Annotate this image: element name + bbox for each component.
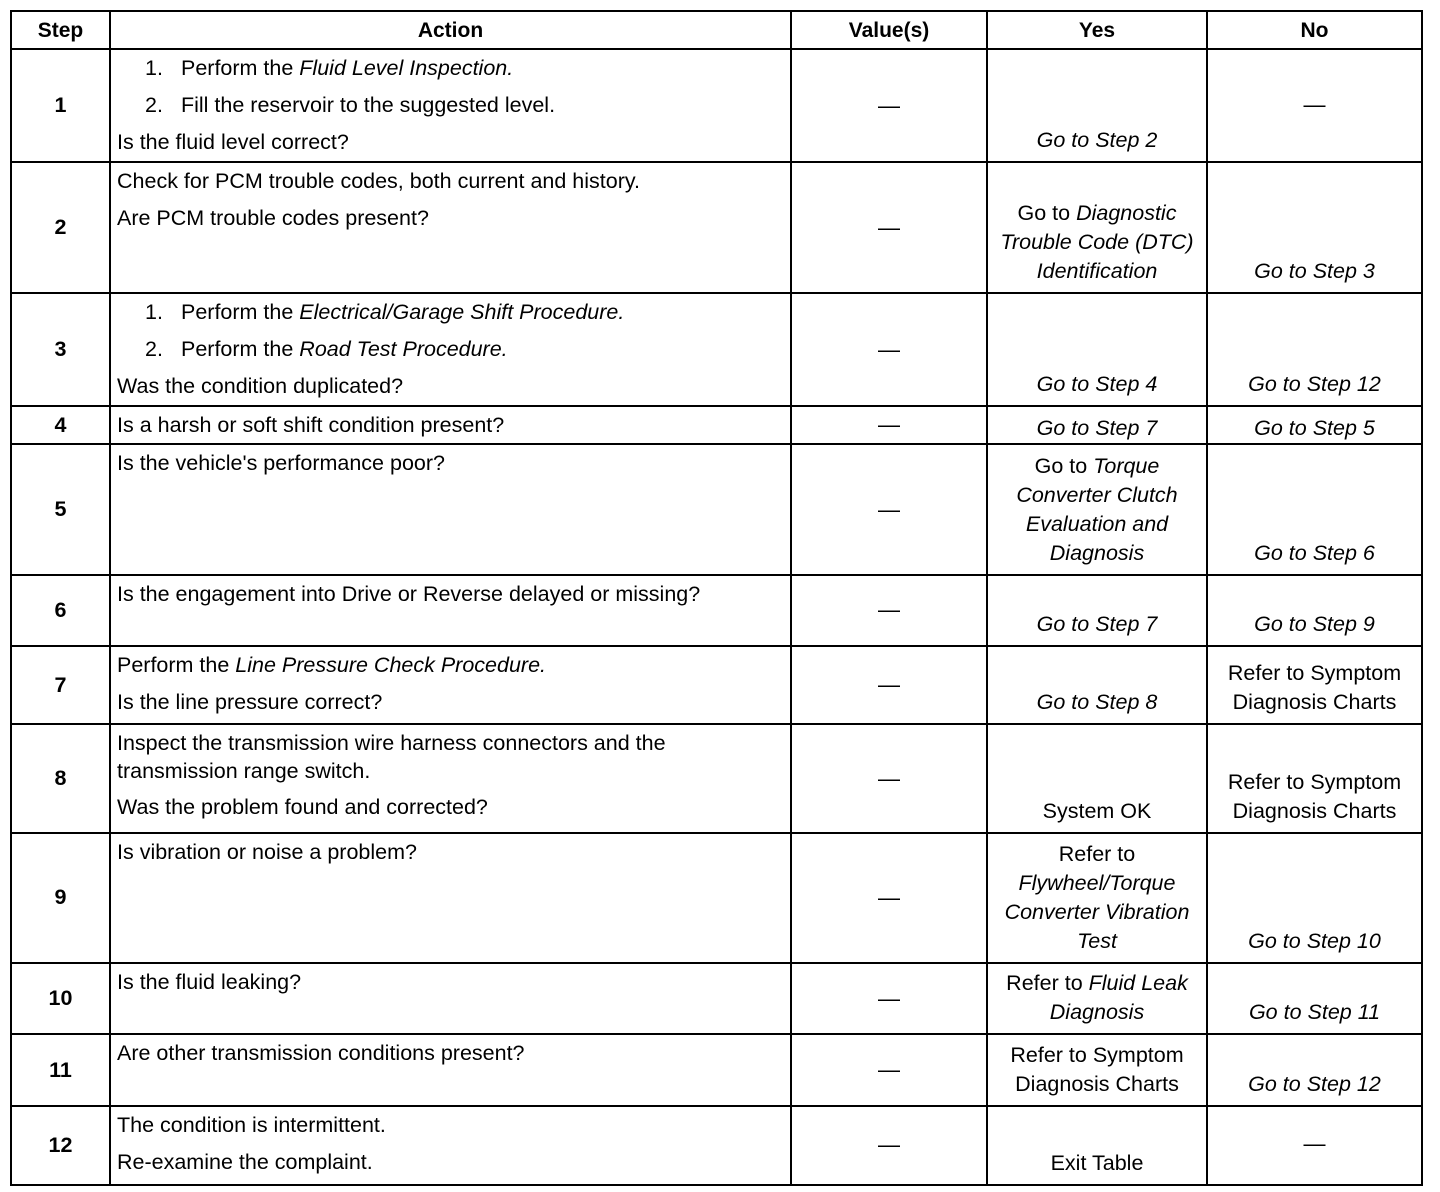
action-question: Is the engagement into Drive or Reverse delayed or missing? (117, 581, 701, 606)
value-cell: — (791, 406, 987, 444)
header-step: Step (11, 11, 110, 49)
table-row (11, 1106, 1422, 1185)
yes-link[interactable]: Diagnostic Trouble Code (DTC) Identification (1000, 200, 1194, 283)
table-row (11, 575, 1422, 646)
action-cell (110, 406, 791, 444)
no-cell (1207, 575, 1422, 646)
step-number: 7 (11, 646, 110, 724)
step-number: 2 (11, 162, 110, 292)
yes-link[interactable]: Go to Step 4 (1036, 372, 1158, 397)
procedure-link[interactable]: Line Pressure Check Procedure. (235, 653, 547, 678)
header-action: Action (110, 11, 791, 49)
no-cell (1207, 724, 1422, 832)
action-question: Is the line pressure correct? (117, 690, 383, 715)
yes-cell: Go to Diagnostic Trouble Code (DTC) Identification (987, 162, 1207, 292)
value-cell: — (791, 444, 987, 574)
header-yes: Yes (987, 11, 1207, 49)
no-cell (1207, 162, 1422, 292)
table-row (11, 293, 1422, 406)
no-link[interactable]: Go to Step 5 (1254, 416, 1375, 441)
action-cell (110, 444, 791, 574)
no-cell (1207, 444, 1422, 574)
yes-cell (987, 1034, 1207, 1105)
yes-link[interactable]: Refer to Symptom Diagnosis Charts (1010, 1042, 1184, 1096)
value-cell: — (791, 575, 987, 646)
procedure-link[interactable]: Electrical/Garage Shift Procedure. (299, 299, 625, 324)
no-link[interactable]: Go to Step 6 (1254, 540, 1375, 565)
value-cell: — (791, 49, 987, 162)
yes-link[interactable]: Fluid Leak Diagnosis (1049, 971, 1188, 1025)
no-link[interactable]: Go to Step 12 (1248, 1071, 1381, 1096)
value-cell: — (791, 1106, 987, 1185)
action-question: Are other transmission conditions present? (117, 1041, 525, 1066)
action-text: Check for PCM trouble codes, both current and history. (117, 169, 641, 194)
step-number: 12 (11, 1106, 110, 1185)
action-text: Inspect the transmission wire harness connectors and the transmission range switch. (117, 731, 666, 784)
yes-link[interactable]: Go to Step 7 (1036, 416, 1158, 441)
step-number: 6 (11, 575, 110, 646)
action-question: Are PCM trouble codes present? (117, 206, 429, 231)
action-cell (110, 575, 791, 646)
no-cell (1207, 963, 1422, 1034)
action-question: Is the vehicle's performance poor? (117, 451, 445, 476)
table-row (11, 162, 1422, 292)
value-cell: — (791, 162, 987, 292)
no-cell (1207, 1034, 1422, 1105)
no-cell (1207, 293, 1422, 406)
no-link[interactable]: Go to Step 9 (1254, 612, 1375, 637)
action-text: Perform the Line Pressure Check Procedure. (117, 653, 547, 678)
action-question: Was the condition duplicated? (117, 373, 404, 398)
no-cell: — (1207, 49, 1422, 162)
no-link[interactable]: Refer to Symptom Diagnosis Charts (1227, 769, 1402, 823)
value-cell: — (791, 1034, 987, 1105)
yes-cell: System OK (987, 724, 1207, 832)
action-cell (110, 833, 791, 963)
no-link[interactable]: Go to Step 11 (1248, 1000, 1381, 1025)
header-no: No (1207, 11, 1422, 49)
no-cell (1207, 406, 1422, 444)
step-number: 1 (11, 49, 110, 162)
table-row (11, 49, 1422, 162)
no-link[interactable]: Go to Step 3 (1254, 258, 1375, 283)
action-question: Is the fluid level correct? (117, 130, 349, 154)
yes-link[interactable]: Go to Step 8 (1036, 690, 1158, 715)
table-row (11, 1034, 1422, 1105)
yes-cell (987, 49, 1207, 162)
action-substep: 1. Perform the Fluid Level Inspection. (145, 56, 514, 80)
no-link[interactable]: Go to Step 10 (1248, 929, 1381, 954)
action-cell (110, 49, 791, 162)
action-cell (110, 724, 791, 832)
yes-link[interactable]: Go to Step 7 (1036, 612, 1158, 637)
step-number: 9 (11, 833, 110, 963)
header-values: Value(s) (791, 11, 987, 49)
yes-cell: Exit Table (987, 1106, 1207, 1185)
no-link[interactable]: Go to Step 12 (1248, 372, 1381, 397)
diagnostic-table (10, 10, 1423, 1186)
no-cell (1207, 833, 1422, 963)
value-cell: — (791, 293, 987, 406)
action-substep: 1. Perform the Electrical/Garage Shift Procedure. (145, 299, 625, 324)
step-number: 4 (11, 406, 110, 444)
step-number: 3 (11, 293, 110, 406)
yes-link[interactable]: Flywheel/Torque Converter Vibration Test (1004, 871, 1190, 954)
yes-cell (987, 293, 1207, 406)
yes-cell: Refer to Fluid Leak Diagnosis (987, 963, 1207, 1034)
step-number: 5 (11, 444, 110, 574)
action-cell (110, 646, 791, 724)
action-question: Is the fluid leaking? (117, 970, 302, 995)
procedure-link[interactable]: Road Test Procedure. (299, 336, 508, 361)
step-number: 10 (11, 963, 110, 1034)
yes-cell (987, 646, 1207, 724)
step-number: 11 (11, 1034, 110, 1105)
table-row (11, 406, 1422, 444)
yes-cell: Refer to Flywheel/Torque Converter Vibration Test (987, 833, 1207, 963)
action-text: The condition is intermittent. (117, 1112, 386, 1137)
table-row (11, 444, 1422, 574)
no-link[interactable]: Refer to Symptom Diagnosis Charts (1227, 661, 1402, 715)
yes-link[interactable]: Torque Converter Clutch Evaluation and Diagnosis (1016, 453, 1178, 565)
value-cell: — (791, 724, 987, 832)
table-row (11, 646, 1422, 724)
no-cell: — (1207, 1106, 1422, 1185)
action-cell (110, 1034, 791, 1105)
action-cell (110, 963, 791, 1034)
yes-cell (987, 575, 1207, 646)
action-substep: 2. Fill the reservoir to the suggested level. (145, 93, 556, 117)
action-substep: 2. Perform the Road Test Procedure. (145, 336, 508, 361)
table-row (11, 963, 1422, 1034)
no-cell (1207, 646, 1422, 724)
action-question: Is vibration or noise a problem? (117, 839, 417, 864)
action-question: Re-examine the complaint. (117, 1149, 373, 1174)
value-cell: — (791, 833, 987, 963)
action-cell (110, 293, 791, 406)
procedure-link[interactable]: Fluid Level Inspection. (299, 56, 514, 80)
action-question: Is a harsh or soft shift condition present? (117, 412, 505, 437)
value-cell: — (791, 646, 987, 724)
action-cell (110, 162, 791, 292)
yes-cell: Go to Torque Converter Clutch Evaluation and Diagnosis (987, 444, 1207, 574)
action-cell (110, 1106, 791, 1185)
table-row (11, 724, 1422, 832)
header-row (11, 11, 1422, 49)
yes-cell (987, 406, 1207, 444)
yes-link[interactable]: Go to Step 2 (1036, 128, 1158, 153)
value-cell: — (791, 963, 987, 1034)
table-row (11, 833, 1422, 963)
action-question: Was the problem found and corrected? (117, 795, 488, 820)
step-number: 8 (11, 724, 110, 832)
